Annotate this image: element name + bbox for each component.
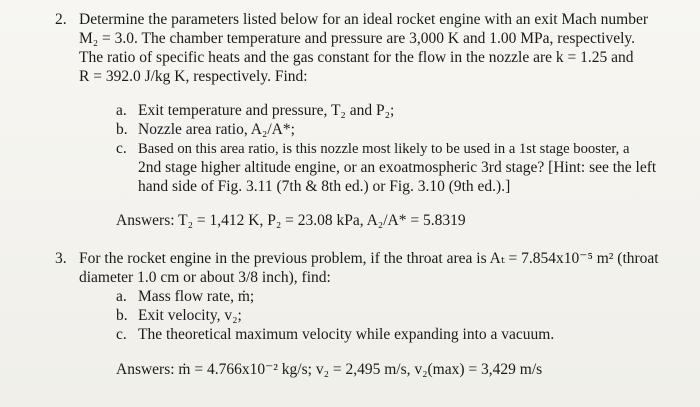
- problem-3-statement-line: For the rocket engine in the previous problem, if the throat area is Aₜ = 7.854x10⁻⁵ m² (throat: [79, 250, 659, 267]
- problem-2-item-continuation: 2nd stage higher altitude engine, or an exoatmospheric 3rd stage? [Hint: see the left: [138, 159, 657, 176]
- problem-3-number: 3.: [55, 250, 67, 267]
- problem-2-statement-line: R = 392.0 J/kg K, respectively. Find:: [79, 68, 308, 85]
- problem-2-item-text: Exit temperature and pressure, T₂ and P₂;: [138, 102, 395, 119]
- problem-2-statement-line: The ratio of specific heats and the gas constant for the flow in the nozzle are k = 1.25 and: [79, 49, 634, 66]
- problem-2-item-continuation: hand side of Fig. 3.11 (7th & 8th ed.) or Fig. 3.10 (9th ed.).]: [138, 178, 511, 195]
- problem-3-item-text: Exit velocity, v₂;: [138, 307, 242, 324]
- problem-3-item-text: Mass flow rate, ṁ;: [138, 288, 255, 305]
- problem-3-item-label: a.: [116, 288, 127, 305]
- problem-2-statement-line: M₂ = 3.0. The chamber temperature and pressure are 3,000 K and 1.00 MPa, respectively.: [79, 30, 636, 47]
- problem-3-statement-line: diameter 1.0 cm or about 3/8 inch), find:: [79, 269, 331, 286]
- problem-3-item-label: b.: [116, 307, 128, 324]
- problem-2-item-text: Based on this area ratio, is this nozzle most likely to be used in a 1st stage booster, a: [138, 141, 630, 157]
- problem-3-item-label: c.: [116, 326, 127, 343]
- problem-3-answers: Answers: ṁ = 4.766x10⁻² kg/s; v₂ = 2,495 m/s, v₂(max) = 3,429 m/s: [116, 361, 543, 378]
- problem-2-statement-line: Determine the parameters listed below for an ideal rocket engine with an exit Mach number: [79, 11, 648, 28]
- problem-3-item-text: The theoretical maximum velocity while expanding into a vacuum.: [138, 326, 555, 343]
- problem-2-answers: Answers: T₂ = 1,412 K, P₂ = 23.08 kPa, A₂/A* = 5.8319: [116, 212, 466, 229]
- problem-2-item-label: c.: [116, 140, 127, 157]
- problem-2-item-text: Nozzle area ratio, A₂/A*;: [138, 121, 295, 138]
- problem-2-number: 2.: [55, 11, 67, 28]
- problem-2-item-label: b.: [116, 121, 128, 138]
- problem-2-item-label: a.: [116, 102, 127, 119]
